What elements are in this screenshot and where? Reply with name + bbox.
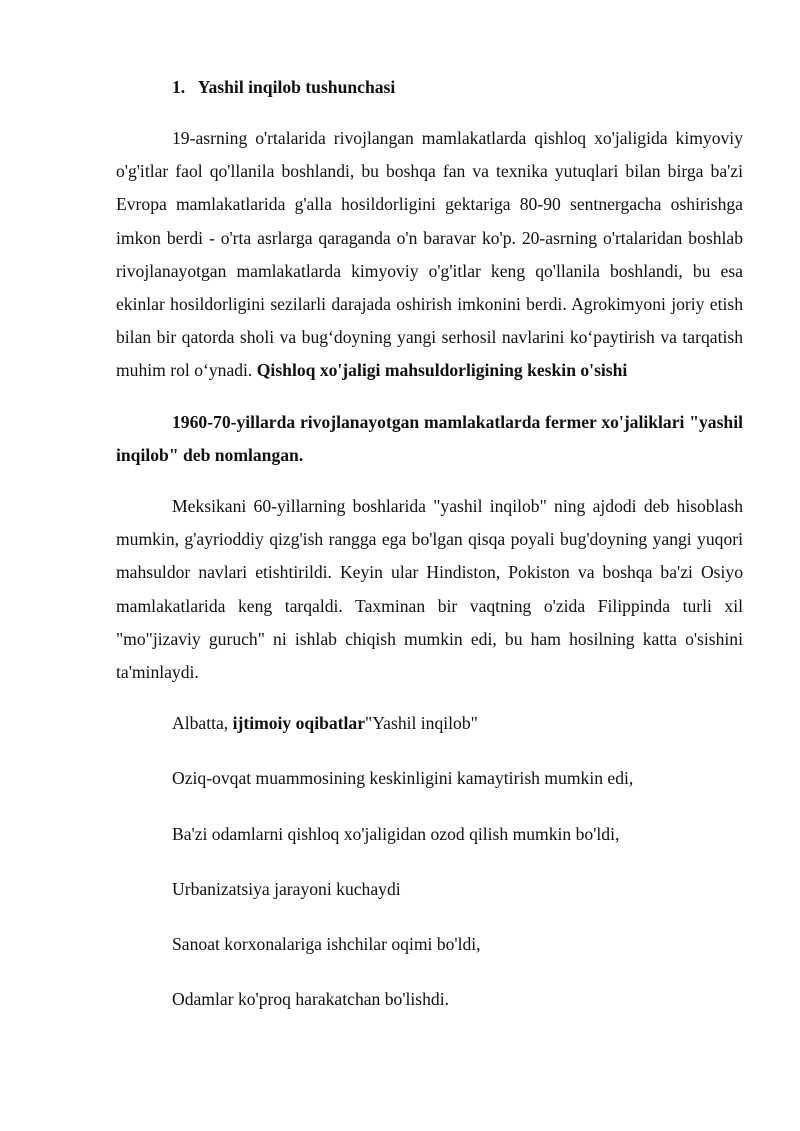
section-heading [116,70,743,104]
section-title: Yashil inqilob tushunchasi [197,77,396,97]
consequence-item: Odamlar ko'proq harakatchan bo'lishdi. [172,989,450,1010]
consequence-item: Sanoat korxonalariga ishchilar oqimi bo'ldi, [172,934,481,955]
paragraph-history-fertilizers [116,122,743,388]
intro-suffix: "Yashil inqilob" [365,713,478,734]
consequence-item: Ba'zi odamlarni qishloq xo'jaligidan ozod qilish mumkin bo'ldi, [172,823,620,844]
consequence-item: Oziq-ovqat muammosining keskinligini kamaytirish mumkin edi, [172,768,634,789]
intro-bold-phrase: ijtimoiy oqibatlar [232,713,366,734]
paragraph-green-revolution-definition: 1960-70-yillarda rivojlanayotgan mamlakatlarda fermer xo'jaliklari "yashil inqilob" deb nomlangan. [116,411,743,465]
paragraph-bold-phrase: Qishloq xo'jaligi mahsuldorligining keskin o'sishi [256,360,628,381]
paragraph-text: 19-asrning o'rtalarida rivojlangan mamlakatlarda qishloq xo'jaligida kimyoviy o'g'itlar faol qo'llanila boshlandi, bu boshqa fan va texnika yutuqlari bilan birga ba'zi Evropa mamlakatlarida g'alla hosildorligini gektariga 80-90 sentnergacha oshirishga imkon berdi - o'rta asrlarga qaraganda o'n baravar ko'p. 20-asrning o'rtalaridan boshlab rivojlanayotgan mamlakatlarda kimyoviy o'g'itlar keng qo'llanila boshlandi, bu esa ekinlar hosildorligini sezilarli darajada oshirish imkonini berdi. Agrokimyoni joriy etish bilan bir qatorda sholi va bug‘doyning yangi serhosil navlarini ko‘paytirish va tarqatish muhim rol o‘ynadi. [116,128,743,381]
paragraph-mexico-origin: Meksikani 60-yillarning boshlarida "yashil inqilob" ning ajdodi deb hisoblash mumkin, g'ayrioddiy qizg'ish rangga ega bo'lgan qisqa poyali bug'doyning yangi yuqori mahsuldor navlari etishtirildi. Keyin ular Hindiston, Pokiston va boshqa ba'zi Osiyo mamlakatlarida keng tarqaldi. Taxminan bir vaqtning o'zida Filippinda turli xil "mo"jizaviy guruch" ni ishlab chiqish mumkin edi, bu ham hosilning katta o'sishini ta'minlaydi. [116,496,743,683]
section-number: 1. [172,77,186,97]
document-page [116,70,743,1038]
consequence-item: Urbanizatsiya jarayoni kuchaydi [172,878,401,899]
consequences-intro [116,707,743,740]
intro-prefix: Albatta, [172,713,233,734]
